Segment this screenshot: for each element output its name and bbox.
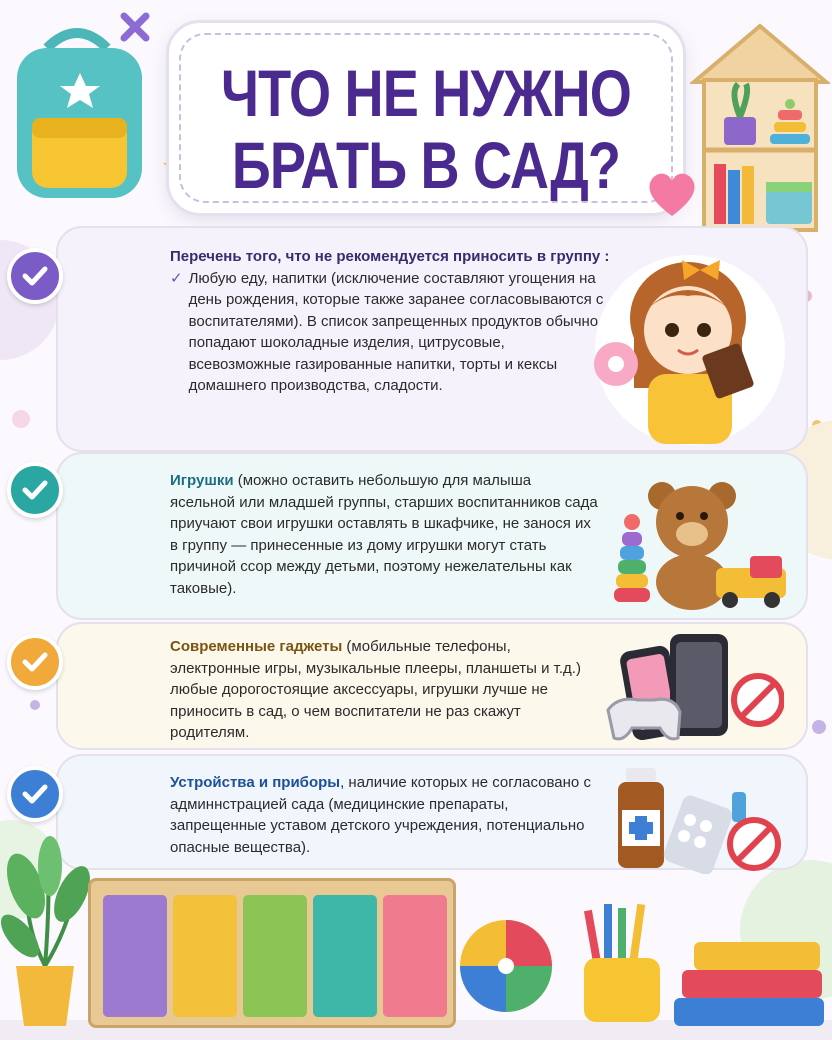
section-gadgets-keyword: Современные гаджеты [170, 638, 343, 655]
ball-icon [456, 916, 556, 1016]
section-food-item: Любую еду, напитки (исключение составляют угощения на день рождения, которые также заранее согласовываются с воспитателями). В список запрещенных продуктов обычно попадают шоколадные изделия, цитрусовые, всевозможные газированные напитки, торты и кексы домашнего производства, сладости. [188, 269, 604, 394]
section-devices-text [170, 772, 600, 858]
section-gadgets-text [170, 636, 600, 744]
check-badge-3 [7, 634, 63, 690]
title-line-1: ЧТО НЕ НУЖНО [220, 56, 632, 130]
section-gadgets-body: (мобильные телефоны, электронные игры, музыкальные плееры, планшеты и т.д.) любые дорогостоящие аксессуары, игрушки лучше не приносить в сад, о чем воспитатели не раз скажут родителям. [170, 638, 581, 741]
section-food-text [170, 246, 610, 397]
check-badge-1 [7, 248, 63, 304]
title-line-2: БРАТЬ В САД? [231, 128, 621, 202]
section-food-heading: Перечень того, что не рекомендуется приносить в группу : [170, 248, 610, 265]
check-icon [20, 647, 50, 677]
toys-illustration [600, 476, 790, 612]
title-card [166, 20, 686, 216]
books-icon [670, 940, 830, 1030]
check-icon [20, 261, 50, 291]
section-devices-keyword: Устройства и приборы [170, 774, 341, 791]
backpack-icon [2, 18, 152, 208]
heart-decor-icon [644, 168, 700, 220]
gadgets-illustration [604, 630, 784, 750]
section-toys-keyword: Игрушки [170, 472, 234, 489]
pencil-cup-icon [576, 900, 668, 1024]
lockers [88, 878, 456, 1028]
list-tick-icon: ✓ [170, 269, 183, 287]
page-title [215, 57, 636, 201]
cross-decor-icon [118, 10, 152, 44]
check-badge-4 [7, 766, 63, 822]
check-badge-2 [7, 462, 63, 518]
dollhouse-shelf-icon [690, 22, 830, 232]
plant-icon [0, 826, 90, 1030]
check-icon [20, 779, 50, 809]
medicine-illustration [614, 764, 784, 874]
check-icon [20, 475, 50, 505]
section-toys-body: (можно оставить небольшую для малыша ясельной или младшей группы, старших воспитанников сада приучают свои игрушки оставлять в шкафчике, не занося их в группу — принесенные из дому игрушки могут стать причиной ссор между детьми, поэтому нежелательны как таковые). [170, 472, 598, 597]
girl-with-sweets-illustration [590, 240, 790, 450]
section-toys-text [170, 470, 600, 599]
section-devices-body: , наличие которых не согласовано с админнстрацией сада (медицинские препараты, запрещенные уставом детского учреждения, потенциально опасные вещества). [170, 774, 591, 856]
